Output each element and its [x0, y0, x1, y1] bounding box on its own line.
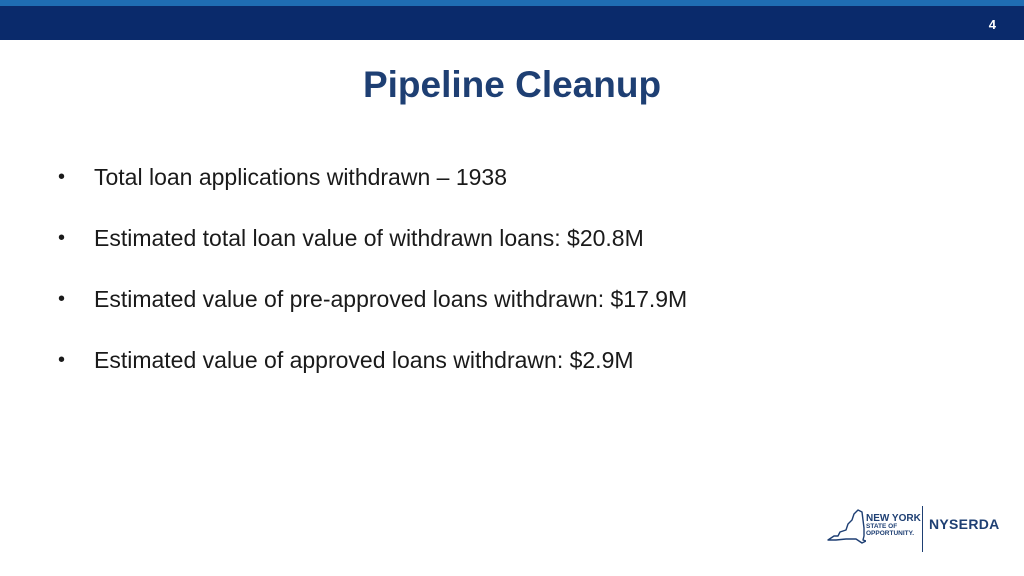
ny-line3: OPPORTUNITY.: [866, 530, 915, 537]
bullet-text: Estimated total loan value of withdrawn loans: $20.8M: [94, 225, 644, 251]
header-bar: [0, 0, 1024, 40]
bullet-marker: •: [58, 166, 66, 188]
bullet-item: [58, 160, 687, 221]
ny-state-wordmark: [866, 514, 922, 537]
bullet-text: Estimated value of pre-approved loans withdrawn: $17.9M: [94, 286, 688, 312]
nyserda-wordmark: NYSERDA: [929, 516, 1000, 532]
bullet-text: Total loan applications withdrawn – 1938: [94, 164, 507, 190]
bullet-item: [58, 282, 687, 343]
header-stripe: [0, 0, 1024, 6]
slide-title: Pipeline Cleanup: [362, 64, 662, 105]
nyserda-logo: [826, 506, 1002, 554]
ny-line2: STATE OF: [866, 523, 898, 530]
page-number: 4: [988, 17, 996, 32]
new-york-state-outline-icon: [826, 506, 866, 546]
bullet-marker: •: [58, 288, 66, 310]
bullet-item: [58, 221, 687, 282]
bullet-marker: •: [58, 227, 66, 249]
bullet-item: [58, 343, 687, 404]
bullet-text: Estimated value of approved loans withdrawn: $2.9M: [94, 347, 634, 373]
bullet-marker: •: [58, 349, 66, 371]
ny-line1: NEW YORK: [866, 513, 921, 524]
bullet-list: [58, 160, 687, 404]
logo-divider: [922, 506, 923, 552]
